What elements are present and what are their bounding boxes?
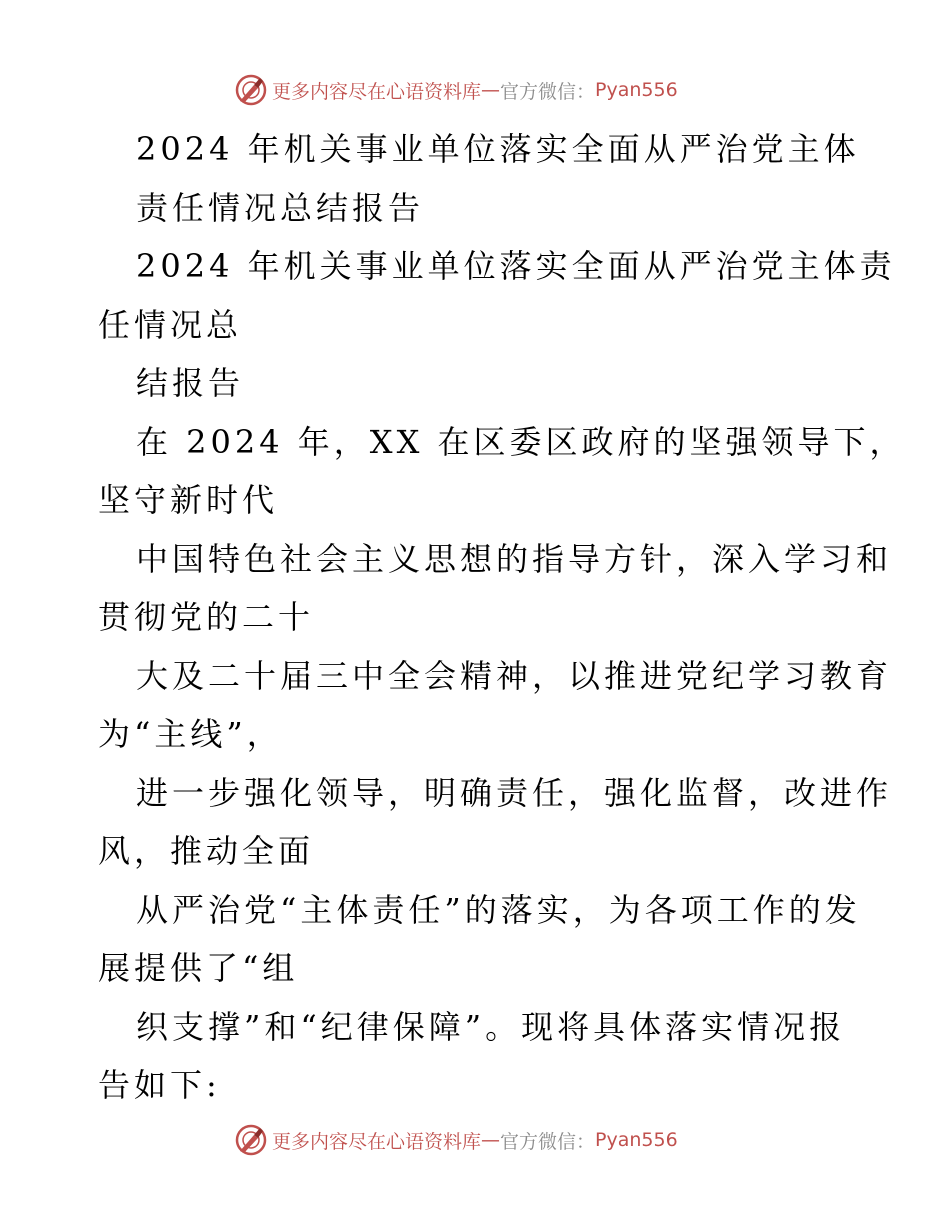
text-line: 2024 年机关事业单位落实全面从严治党主体	[136, 130, 860, 168]
pen-logo-icon	[234, 1123, 268, 1157]
footer-watermark	[234, 1122, 678, 1158]
text-line: 坚守新时代	[98, 481, 279, 519]
text-line: 从严治党“主体责任”的落实，为各项工作的发	[136, 890, 861, 929]
text-line: 任情况总	[98, 305, 243, 344]
text-line: 2024 年机关事业单位落实全面从严治党主体责	[136, 247, 896, 285]
text-line: 在 2024 年，XX 在区委区政府的坚强领导下，	[136, 422, 906, 461]
watermark-dash: —	[481, 1129, 501, 1151]
pen-logo-icon	[234, 73, 268, 107]
text-line: 大及二十届三中全会精神，以推进党纪学习教育	[136, 656, 893, 695]
watermark-brand: 更多内容尽在心语资料库	[272, 80, 482, 103]
text-line: 进一步强化领导，明确责任，强化监督，改进作	[136, 773, 893, 812]
text-line: 中国特色社会主义思想的指导方针，深入学习和	[136, 539, 893, 578]
document-body	[98, 120, 906, 1115]
text-line: 风，推动全面	[98, 832, 315, 870]
watermark-wechat-id: Pyan556	[595, 79, 678, 101]
text-line: 责任情况总结报告	[136, 188, 425, 227]
watermark-wechat-id: Pyan556	[595, 1129, 678, 1151]
text-line: 结报告	[136, 364, 245, 402]
text-line: 为“主线”，	[98, 715, 283, 753]
text-line: 织支撑”和“纪律保障”。现将具体落实情况报	[136, 1007, 846, 1046]
header-watermark	[234, 72, 678, 108]
watermark-dash: —	[481, 79, 501, 101]
watermark-label: 官方微信：	[500, 1130, 596, 1153]
text-line: 展提供了“组	[98, 949, 299, 987]
watermark-label: 官方微信：	[500, 80, 596, 103]
text-line: 告如下:	[98, 1066, 221, 1104]
watermark-brand: 更多内容尽在心语资料库	[272, 1130, 482, 1153]
text-line: 贯彻党的二十	[98, 598, 315, 636]
